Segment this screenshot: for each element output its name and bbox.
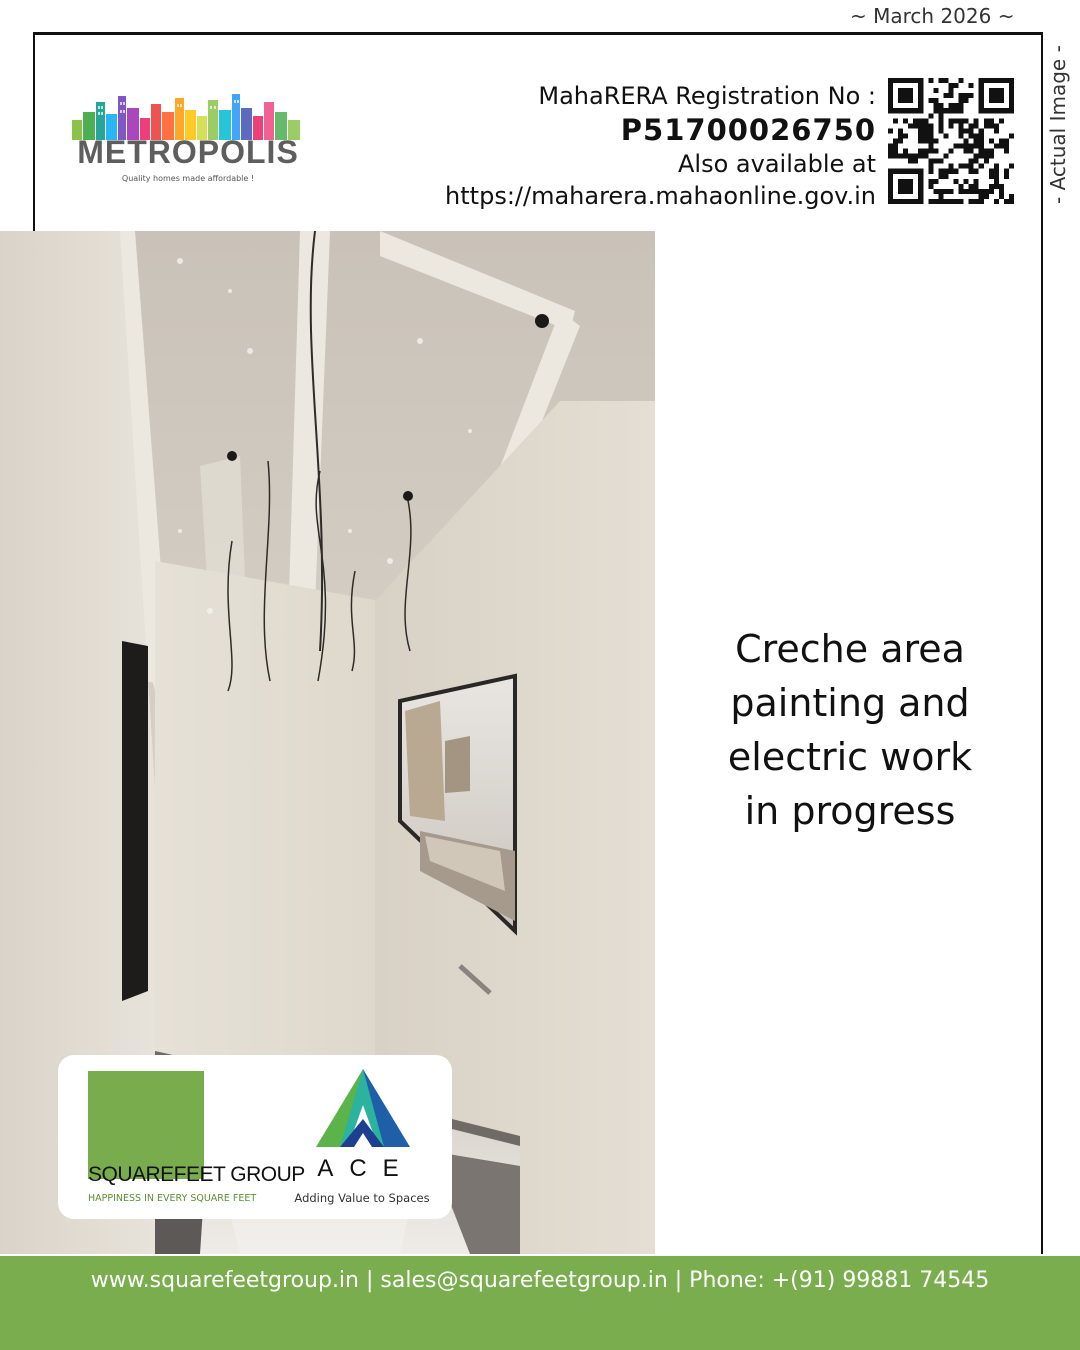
actual-image-label: - Actual Image - (1046, 45, 1070, 205)
brand-card (58, 1055, 452, 1219)
date-label: ~ March 2026 ~ (850, 4, 1015, 28)
caption-line: electric work (727, 735, 973, 779)
ace-wordmark: ACE (317, 1155, 415, 1182)
rera-number: P51700026750 (620, 113, 876, 147)
metropolis-tagline: Quality homes made affordable ! (121, 174, 255, 183)
footer-contact[interactable]: www.squarefeetgroup.in | sales@squarefeetgroup.in | Phone: +(91) 99881 74545 (90, 1268, 990, 1293)
metropolis-logo (68, 92, 308, 192)
ace-logo-icon (314, 1067, 412, 1149)
ace-tagline: Adding Value to Spaces (294, 1191, 430, 1205)
footer-bar (0, 1256, 1080, 1350)
caption-line: Creche area (735, 627, 965, 671)
skyline-logo-icon (70, 92, 304, 140)
qr-code-icon[interactable] (888, 78, 1014, 204)
frame-right (1041, 32, 1043, 1254)
progress-caption (700, 622, 1000, 838)
rera-also-available: Also available at (678, 150, 876, 178)
caption-line: painting and (730, 681, 970, 725)
metropolis-wordmark: METROPOLIS (77, 134, 299, 170)
caption-line: in progress (744, 789, 956, 833)
frame-top (33, 32, 1043, 35)
rera-label: MahaRERA Registration No : (538, 82, 876, 110)
squarefeet-tagline: HAPPINESS IN EVERY SQUARE FEET (88, 1193, 257, 1204)
rera-url[interactable]: https://maharera.mahaonline.gov.in (445, 182, 876, 210)
rera-info (380, 80, 876, 212)
squarefeet-name: SQUAREFEET GROUP (88, 1163, 305, 1186)
